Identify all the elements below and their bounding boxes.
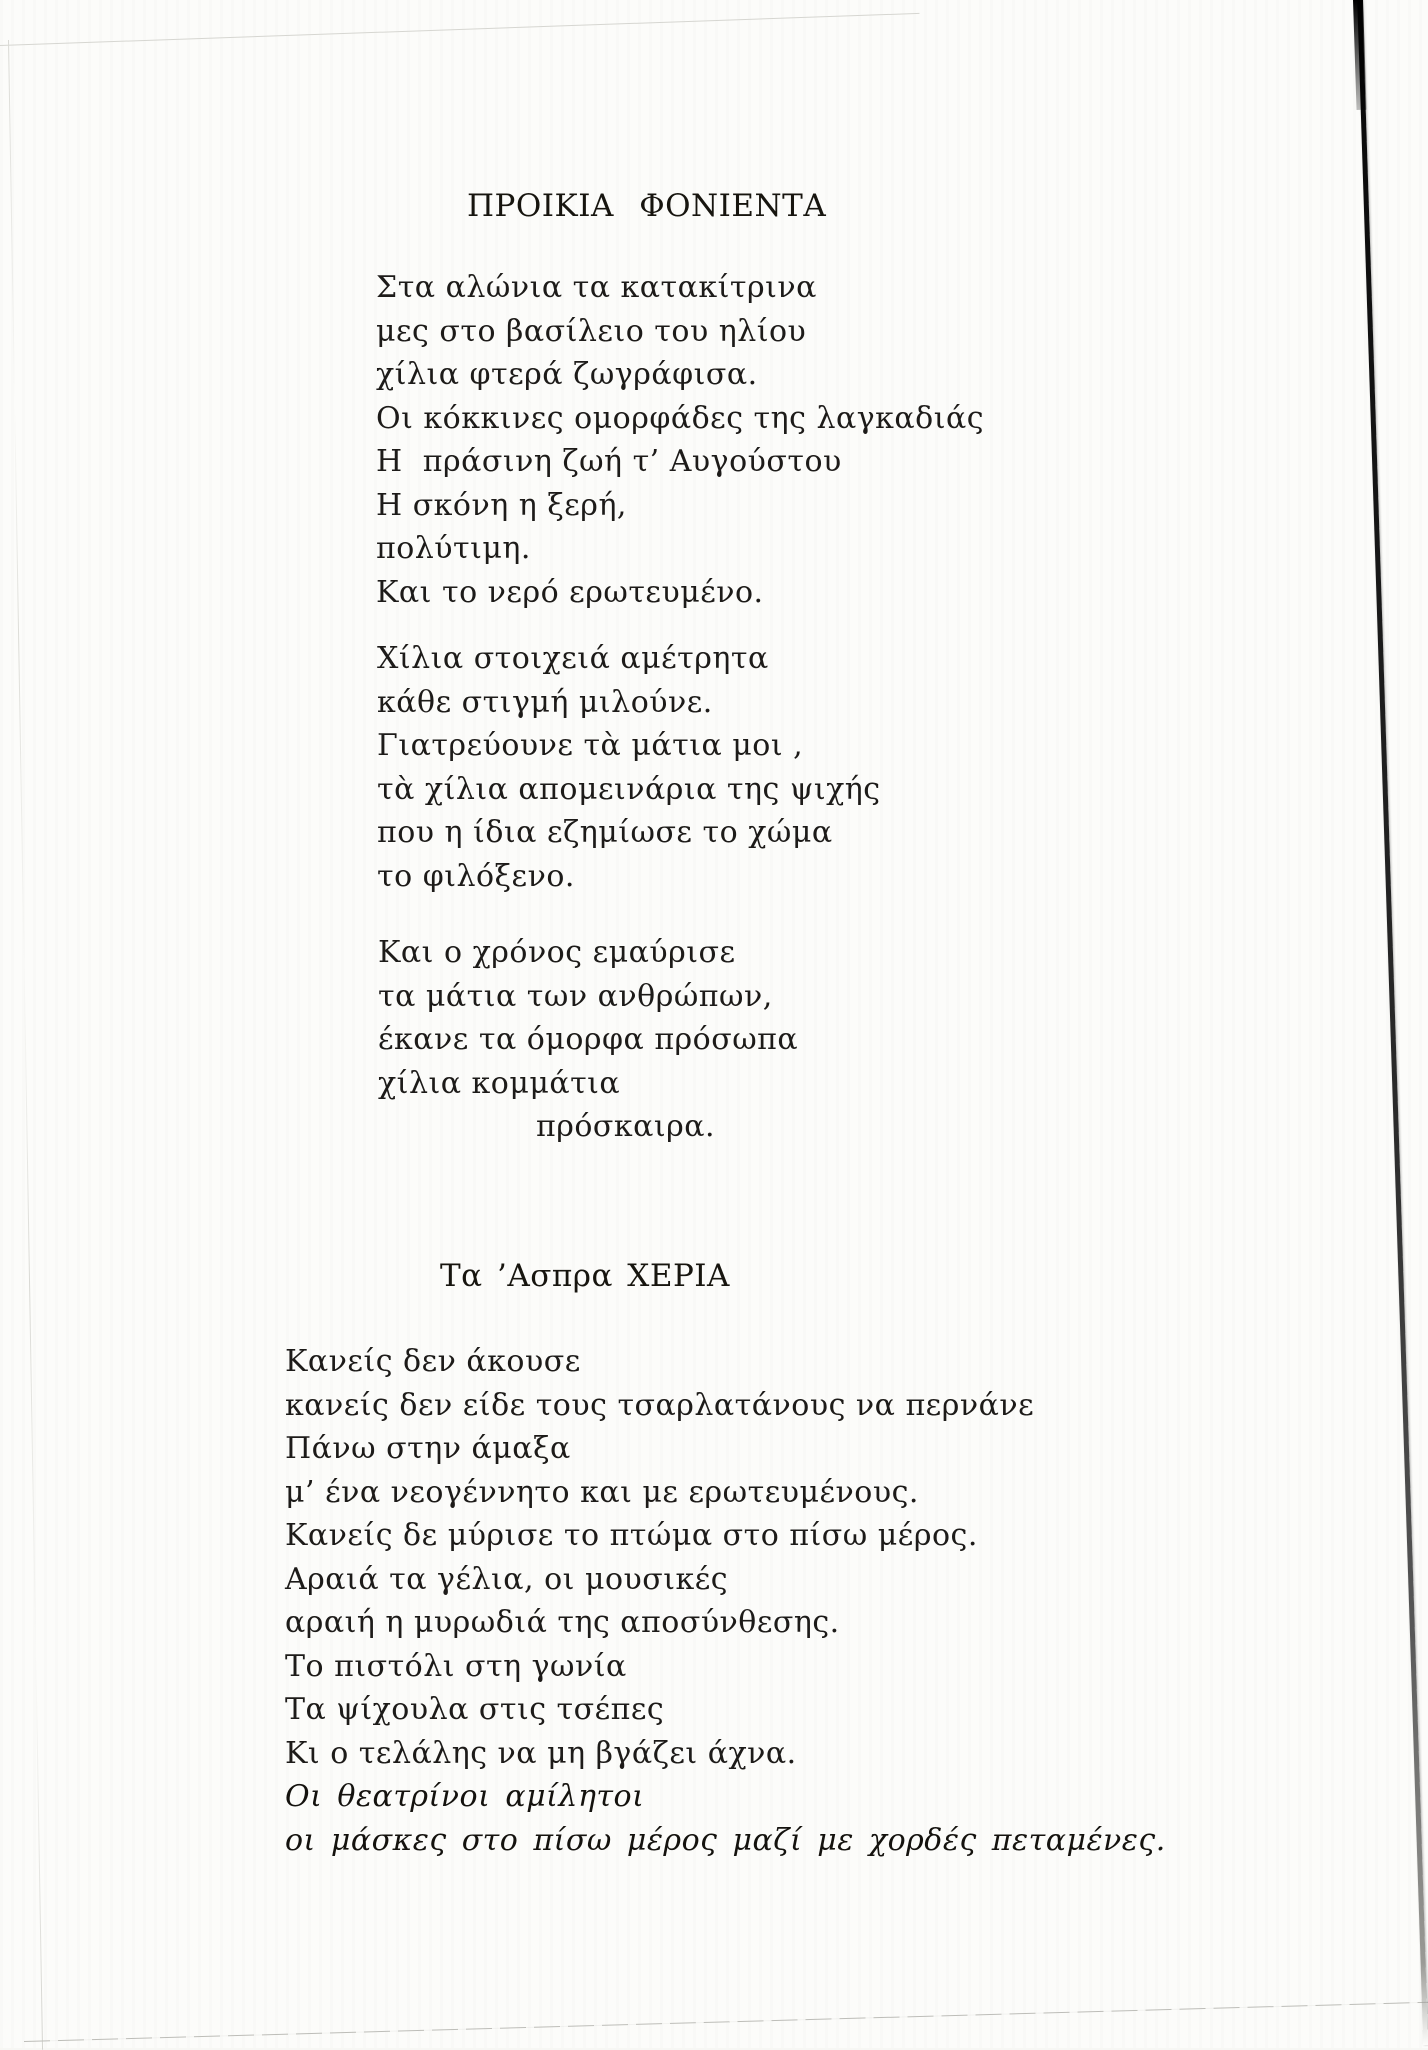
- poem-line: που η ίδια εζημίωσε το χώμα: [377, 811, 881, 855]
- page-top-edge-line: [0, 13, 919, 46]
- poem2-lines: [285, 1340, 1166, 1862]
- poem-line: Πάνω στην άμαξα: [285, 1427, 1166, 1471]
- page-bottom-edge-line: [24, 2002, 1428, 2042]
- page-left-edge-line: [8, 40, 43, 2050]
- poem-line: Τα ψίχουλα στις τσέπες: [285, 1688, 1166, 1732]
- poem-line: Κανείς δε μύρισε το πτώμα στο πίσω μέρος.: [285, 1514, 1166, 1558]
- poem1-stanza-3: [378, 931, 798, 1149]
- poem1-stanza-2: [377, 637, 881, 898]
- poem-line: Γιατρεύουνε τὰ μάτια μοι ,: [377, 724, 881, 768]
- poem-line: πολύτιμη.: [376, 527, 984, 571]
- poem-line: τα μάτια των ανθρώπων,: [378, 975, 798, 1019]
- book-spine-shadow-top: [1353, 0, 1367, 110]
- poem-line: Κι ο τελάλης να μη βγάζει άχνα.: [285, 1732, 1166, 1776]
- poem1-stanza-1: [376, 266, 984, 614]
- poem-line: έκανε τα όμορφα πρόσωπα: [378, 1018, 798, 1062]
- poem-line: Και ο χρόνος εμαύρισε: [378, 931, 798, 975]
- poem-line: χίλια κομμάτια: [378, 1062, 798, 1106]
- poem-line: κανείς δεν είδε τους τσαρλατάνους να περνάνε: [285, 1384, 1166, 1428]
- poem-line: Το πιστόλι στη γωνία: [285, 1645, 1166, 1689]
- book-spine-shadow-line: [1357, 0, 1428, 2045]
- poem-line: μ’ ένα νεογέννητο και με ερωτευμένους.: [285, 1471, 1166, 1515]
- poem-line: Η σκόνη η ξερή,: [376, 484, 984, 528]
- poem-line: το φιλόξενο.: [377, 855, 881, 899]
- poem-line: Κανείς δεν άκουσε: [285, 1340, 1166, 1384]
- poem-line: πρόσκαιρα.: [378, 1105, 798, 1149]
- poem-line: Στα αλώνια τα κατακίτρινα: [376, 266, 984, 310]
- poem-line: κάθε στιγμή μιλούνε.: [377, 681, 881, 725]
- poem1-title: ΠΡΟΙΚΙΑ ΦΟΝΙΕΝΤΑ: [467, 188, 826, 224]
- poem-line: οι μάσκες στο πίσω μέρος μαζί με χορδές πεταμένες.: [285, 1819, 1166, 1863]
- poem-line: Και το νερό ερωτευμένο.: [376, 571, 984, 615]
- poem-line: μες στο βασίλειο του ηλίου: [376, 310, 984, 354]
- poem-line: αραιή η μυρωδιά της αποσύνθεσης.: [285, 1601, 1166, 1645]
- poem-line: Οι κόκκινες ομορφάδες της λαγκαδιάς: [376, 397, 984, 441]
- poem-line: Οι θεατρίνοι αμίλητοι: [285, 1775, 1166, 1819]
- poem2-title: Τα ’Ασπρα ΧΕΡΙΑ: [440, 1258, 730, 1294]
- poem-line: Αραιά τα γέλια, οι μουσικές: [285, 1558, 1166, 1602]
- poem-line: τὰ χίλια απομεινάρια της ψιχής: [377, 768, 881, 812]
- poem-line: Χίλια στοιχειά αμέτρητα: [377, 637, 881, 681]
- poem-line: Η πράσινη ζωή τ’ Αυγούστου: [376, 440, 984, 484]
- poem-line: χίλια φτερά ζωγράφισα.: [376, 353, 984, 397]
